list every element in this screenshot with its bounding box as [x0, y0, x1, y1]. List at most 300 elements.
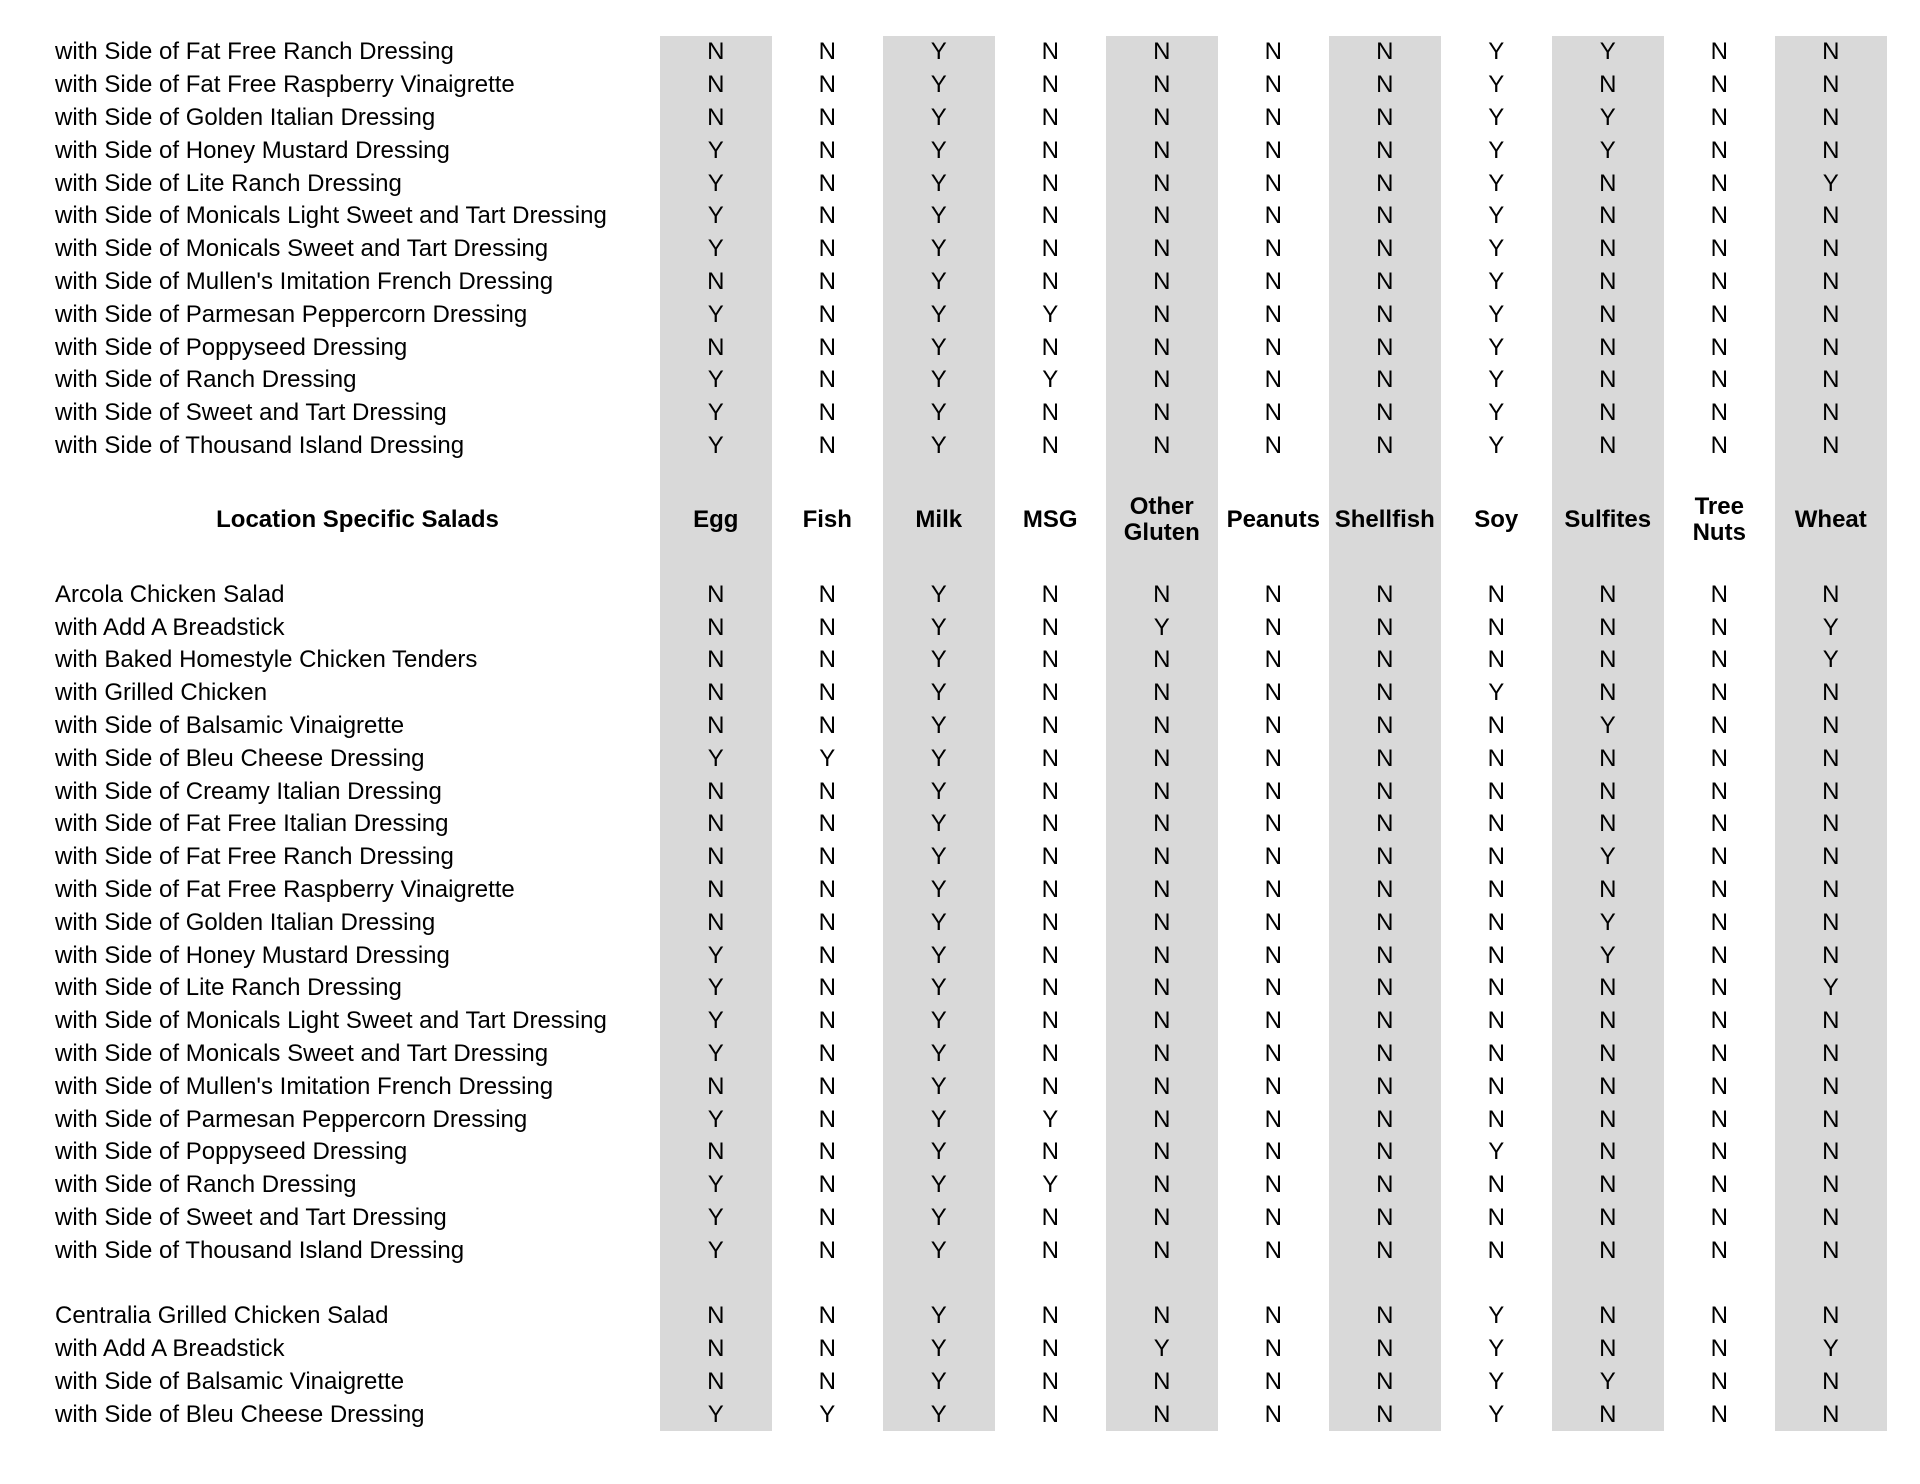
allergen-value-sulfites: N — [1599, 1072, 1617, 1100]
allergen-value-other-gluten: N — [1153, 1039, 1171, 1067]
allergen-value-msg: N — [1041, 1007, 1059, 1035]
item-name: Arcola Chicken Salad — [55, 580, 285, 608]
allergen-value-egg: Y — [707, 1203, 724, 1231]
allergen-value-peanuts: N — [1264, 1039, 1282, 1067]
allergen-value-other-gluten: N — [1153, 432, 1171, 459]
allergen-value-peanuts: N — [1264, 399, 1282, 427]
allergen-value-soy: Y — [1488, 38, 1505, 66]
allergen-value-other-gluten: N — [1153, 875, 1171, 903]
allergen-value-egg: N — [707, 613, 725, 641]
allergen-value-milk: Y — [930, 1203, 947, 1231]
allergen-value-other-gluten: N — [1153, 646, 1171, 674]
allergen-value-tree-nuts: N — [1710, 235, 1728, 263]
allergen-value-tree-nuts: N — [1710, 580, 1728, 608]
allergen-value-milk: Y — [930, 333, 947, 361]
allergen-value-shellfish: N — [1376, 235, 1394, 263]
allergen-value-peanuts: N — [1264, 810, 1282, 838]
allergen-value-msg: N — [1041, 974, 1059, 1002]
allergen-value-sulfites: Y — [1599, 1367, 1616, 1395]
allergen-value-msg: N — [1041, 580, 1059, 608]
table-row — [0, 775, 1920, 808]
column-header-fish: Fish — [802, 506, 852, 534]
item-name: with Side of Golden Italian Dressing — [55, 103, 436, 131]
allergen-value-msg: N — [1041, 646, 1059, 674]
allergen-value-tree-nuts: N — [1710, 1400, 1728, 1428]
table-row — [0, 1300, 1920, 1333]
allergen-value-other-gluten: N — [1153, 1105, 1171, 1133]
allergen-value-fish: N — [818, 843, 836, 871]
allergen-value-soy: N — [1487, 1105, 1505, 1133]
allergen-value-tree-nuts: N — [1710, 366, 1728, 394]
item-name: with Side of Fat Free Ranch Dressing — [55, 843, 454, 871]
item-name: with Side of Creamy Italian Dressing — [55, 777, 442, 805]
item-name: with Side of Fat Free Italian Dressing — [55, 810, 449, 838]
allergen-value-msg: Y — [1042, 1171, 1059, 1199]
allergen-value-egg: N — [707, 843, 725, 871]
allergen-value-tree-nuts: N — [1710, 1236, 1728, 1264]
allergen-value-msg: N — [1041, 1072, 1059, 1100]
allergen-value-egg: N — [707, 1138, 725, 1166]
allergen-value-msg: N — [1041, 333, 1059, 361]
allergen-value-sulfites: N — [1599, 333, 1617, 361]
table-row — [0, 36, 1920, 69]
allergen-value-fish: N — [818, 777, 836, 805]
allergen-value-msg: N — [1041, 1203, 1059, 1231]
allergen-value-soy: N — [1487, 646, 1505, 674]
allergen-value-tree-nuts: N — [1710, 38, 1728, 66]
allergen-value-wheat: N — [1822, 1236, 1840, 1264]
allergen-value-shellfish: N — [1376, 432, 1394, 459]
allergen-value-milk: Y — [930, 104, 947, 132]
allergen-value-fish: N — [818, 1367, 836, 1395]
allergen-value-peanuts: N — [1264, 1171, 1282, 1199]
allergen-value-other-gluten: N — [1153, 843, 1171, 871]
allergen-value-sulfites: N — [1599, 1039, 1617, 1067]
table-row — [0, 331, 1920, 364]
allergen-value-soy: Y — [1488, 333, 1505, 361]
allergen-value-shellfish: N — [1376, 875, 1394, 903]
allergen-value-fish: Y — [819, 1400, 836, 1428]
allergen-value-sulfites: N — [1599, 875, 1617, 903]
allergen-value-wheat: N — [1822, 202, 1840, 230]
allergen-value-other-gluten: N — [1153, 366, 1171, 394]
allergen-value-other-gluten: N — [1153, 1171, 1171, 1199]
allergen-value-other-gluten: N — [1153, 235, 1171, 263]
allergen-value-soy: Y — [1488, 1400, 1505, 1428]
allergen-value-wheat: N — [1822, 1367, 1840, 1395]
allergen-value-wheat: N — [1822, 300, 1840, 328]
item-name: with Side of Parmesan Peppercorn Dressing — [55, 300, 528, 328]
allergen-value-sulfites: N — [1599, 169, 1617, 197]
allergen-value-fish: N — [818, 432, 836, 459]
allergen-value-other-gluten: N — [1153, 711, 1171, 739]
allergen-value-fish: N — [818, 1171, 836, 1199]
allergen-value-shellfish: N — [1376, 300, 1394, 328]
allergen-value-fish: N — [818, 104, 836, 132]
allergen-value-wheat: Y — [1822, 169, 1839, 197]
allergen-value-shellfish: N — [1376, 613, 1394, 641]
allergen-value-msg: N — [1041, 1335, 1059, 1363]
allergen-value-tree-nuts: N — [1710, 1039, 1728, 1067]
allergen-value-milk: Y — [930, 366, 947, 394]
table-row — [0, 266, 1920, 299]
item-name: with Side of Bleu Cheese Dressing — [55, 1400, 425, 1428]
allergen-value-wheat: N — [1822, 1302, 1840, 1330]
allergen-value-other-gluten: Y — [1153, 1335, 1170, 1363]
allergen-value-wheat: N — [1822, 679, 1840, 707]
allergen-value-soy: N — [1487, 875, 1505, 903]
allergen-value-sulfites: N — [1599, 1203, 1617, 1231]
allergen-value-wheat: N — [1822, 810, 1840, 838]
allergen-value-wheat: Y — [1822, 646, 1839, 674]
allergen-value-msg: N — [1041, 1400, 1059, 1428]
column-header-wheat: Wheat — [1794, 506, 1867, 534]
allergen-value-egg: N — [707, 679, 725, 707]
allergen-value-egg: Y — [707, 366, 724, 394]
allergen-value-milk: Y — [930, 974, 947, 1002]
allergen-value-egg: Y — [707, 300, 724, 328]
allergen-value-fish: N — [818, 268, 836, 296]
allergen-value-tree-nuts: N — [1710, 941, 1728, 969]
allergen-value-peanuts: N — [1264, 366, 1282, 394]
allergen-value-milk: Y — [930, 169, 947, 197]
allergen-value-sulfites: N — [1599, 580, 1617, 608]
allergen-value-fish: N — [818, 941, 836, 969]
allergen-value-other-gluten: N — [1153, 1302, 1171, 1330]
allergen-value-egg: Y — [707, 1039, 724, 1067]
allergen-value-peanuts: N — [1264, 38, 1282, 66]
allergen-value-fish: N — [818, 1105, 836, 1133]
allergen-value-wheat: Y — [1822, 613, 1839, 641]
column-header-msg: MSG — [1022, 506, 1078, 534]
table-row — [0, 1202, 1920, 1235]
allergen-value-other-gluten: N — [1153, 908, 1171, 936]
table-row — [0, 134, 1920, 167]
allergen-value-egg: N — [707, 1072, 725, 1100]
allergen-value-shellfish: N — [1376, 333, 1394, 361]
table-row — [0, 1136, 1920, 1169]
allergen-value-milk: Y — [930, 613, 947, 641]
allergen-value-milk: Y — [930, 711, 947, 739]
allergen-value-milk: Y — [930, 1171, 947, 1199]
allergen-value-peanuts: N — [1264, 169, 1282, 197]
allergen-value-wheat: N — [1822, 1007, 1840, 1035]
allergen-value-wheat: N — [1822, 1105, 1840, 1133]
allergen-value-msg: N — [1041, 777, 1059, 805]
allergen-table — [0, 36, 1920, 1431]
allergen-value-tree-nuts: N — [1710, 1335, 1728, 1363]
allergen-value-sulfites: N — [1599, 1236, 1617, 1264]
column-header-shellfish: Shellfish — [1334, 506, 1435, 534]
allergen-value-peanuts: N — [1264, 1105, 1282, 1133]
allergen-value-egg: Y — [707, 1171, 724, 1199]
allergen-value-shellfish: N — [1376, 1302, 1394, 1330]
allergen-value-tree-nuts: N — [1710, 399, 1728, 427]
allergen-value-wheat: Y — [1822, 974, 1839, 1002]
allergen-value-egg: N — [707, 777, 725, 805]
blank-row — [0, 1267, 1920, 1300]
allergen-value-fish: N — [818, 580, 836, 608]
item-name: with Side of Mullen's Imitation French Dressing — [55, 1072, 554, 1100]
allergen-value-peanuts: N — [1264, 974, 1282, 1002]
allergen-value-peanuts: N — [1264, 71, 1282, 99]
allergen-value-fish: N — [818, 679, 836, 707]
allergen-value-sulfites: N — [1599, 432, 1617, 459]
allergen-value-msg: N — [1041, 875, 1059, 903]
table-row — [0, 578, 1920, 611]
allergen-value-fish: Y — [819, 744, 836, 772]
allergen-value-shellfish: N — [1376, 679, 1394, 707]
allergen-value-msg: N — [1041, 38, 1059, 66]
allergen-value-fish: N — [818, 711, 836, 739]
allergen-value-shellfish: N — [1376, 268, 1394, 296]
allergen-value-tree-nuts: N — [1710, 104, 1728, 132]
table-row — [0, 69, 1920, 102]
allergen-value-tree-nuts: N — [1710, 908, 1728, 936]
item-name: with Grilled Chicken — [55, 679, 268, 707]
allergen-value-sulfites: N — [1599, 777, 1617, 805]
allergen-value-peanuts: N — [1264, 104, 1282, 132]
allergen-value-milk: Y — [930, 432, 947, 459]
allergen-value-msg: N — [1041, 711, 1059, 739]
allergen-value-milk: Y — [930, 810, 947, 838]
allergen-value-egg: N — [707, 1367, 725, 1395]
allergen-value-tree-nuts: N — [1710, 300, 1728, 328]
allergen-value-sulfites: Y — [1599, 908, 1616, 936]
allergen-value-sulfites: N — [1599, 399, 1617, 427]
allergen-value-milk: Y — [930, 38, 947, 66]
allergen-value-shellfish: N — [1376, 843, 1394, 871]
table-row — [0, 102, 1920, 135]
allergen-value-shellfish: N — [1376, 711, 1394, 739]
table-row — [0, 1103, 1920, 1136]
table-row — [0, 397, 1920, 430]
allergen-value-other-gluten: N — [1153, 679, 1171, 707]
section-title: Location Specific Salads — [216, 506, 499, 534]
allergen-value-soy: Y — [1488, 432, 1505, 459]
allergen-value-msg: N — [1041, 235, 1059, 263]
allergen-value-milk: Y — [930, 646, 947, 674]
allergen-value-tree-nuts: N — [1710, 1367, 1728, 1395]
column-header-peanuts: Peanuts — [1226, 506, 1320, 534]
allergen-value-sulfites: N — [1599, 1105, 1617, 1133]
allergen-value-milk: Y — [930, 941, 947, 969]
allergen-value-fish: N — [818, 1203, 836, 1231]
allergen-value-shellfish: N — [1376, 1007, 1394, 1035]
allergen-value-soy: Y — [1488, 268, 1505, 296]
allergen-value-soy: N — [1487, 1203, 1505, 1231]
allergen-value-fish: N — [818, 38, 836, 66]
column-header-egg: Egg — [693, 506, 739, 534]
allergen-value-shellfish: N — [1376, 1236, 1394, 1264]
allergen-value-wheat: N — [1822, 843, 1840, 871]
allergen-value-wheat: N — [1822, 1138, 1840, 1166]
item-name: with Side of Monicals Sweet and Tart Dressing — [55, 1039, 549, 1067]
table-row — [0, 710, 1920, 743]
allergen-value-sulfites: N — [1599, 71, 1617, 99]
allergen-value-soy: N — [1487, 1072, 1505, 1100]
allergen-value-soy: N — [1487, 974, 1505, 1002]
allergen-value-wheat: N — [1822, 235, 1840, 263]
allergen-value-milk: Y — [930, 300, 947, 328]
allergen-value-fish: N — [818, 235, 836, 263]
allergen-value-egg: N — [707, 1302, 725, 1330]
allergen-value-soy: Y — [1488, 1335, 1505, 1363]
allergen-value-peanuts: N — [1264, 1138, 1282, 1166]
allergen-value-tree-nuts: N — [1710, 875, 1728, 903]
allergen-value-egg: N — [707, 1335, 725, 1363]
allergen-value-msg: N — [1041, 908, 1059, 936]
allergen-value-milk: Y — [930, 202, 947, 230]
allergen-value-peanuts: N — [1264, 580, 1282, 608]
allergen-value-soy: Y — [1488, 1302, 1505, 1330]
allergen-value-egg: Y — [707, 1400, 724, 1428]
allergen-value-tree-nuts: N — [1710, 646, 1728, 674]
allergen-value-peanuts: N — [1264, 202, 1282, 230]
item-name: with Side of Honey Mustard Dressing — [55, 941, 450, 969]
allergen-value-milk: Y — [930, 1236, 947, 1264]
allergen-value-soy: N — [1487, 1236, 1505, 1264]
allergen-value-milk: Y — [930, 843, 947, 871]
allergen-value-msg: N — [1041, 1039, 1059, 1067]
allergen-value-shellfish: N — [1376, 202, 1394, 230]
allergen-value-egg: Y — [707, 974, 724, 1002]
allergen-value-soy: N — [1487, 777, 1505, 805]
allergen-value-sulfites: N — [1599, 744, 1617, 772]
item-name: with Side of Lite Ranch Dressing — [55, 169, 402, 197]
allergen-value-msg: N — [1041, 1367, 1059, 1395]
allergen-value-egg: N — [707, 908, 725, 936]
allergen-value-peanuts: N — [1264, 711, 1282, 739]
allergen-value-msg: N — [1041, 432, 1059, 459]
table-row — [0, 742, 1920, 775]
allergen-value-fish: N — [818, 613, 836, 641]
allergen-value-msg: N — [1041, 202, 1059, 230]
allergen-value-wheat: N — [1822, 941, 1840, 969]
allergen-value-sulfites: N — [1599, 202, 1617, 230]
allergen-value-other-gluten: N — [1153, 1203, 1171, 1231]
allergen-value-soy: N — [1487, 1039, 1505, 1067]
allergen-value-peanuts: N — [1264, 300, 1282, 328]
allergen-value-shellfish: N — [1376, 104, 1394, 132]
table-row — [0, 939, 1920, 972]
allergen-value-tree-nuts: N — [1710, 1105, 1728, 1133]
column-header-other-gluten: Other Gluten — [1123, 493, 1200, 547]
allergen-value-egg: N — [707, 268, 725, 296]
allergen-value-tree-nuts: N — [1710, 136, 1728, 164]
item-name: with Side of Monicals Light Sweet and Tart Dressing — [55, 202, 607, 230]
allergen-value-egg: N — [707, 71, 725, 99]
allergen-value-other-gluten: N — [1153, 1007, 1171, 1035]
allergen-value-peanuts: N — [1264, 646, 1282, 674]
allergen-value-wheat: N — [1822, 268, 1840, 296]
allergen-value-tree-nuts: N — [1710, 169, 1728, 197]
allergen-value-other-gluten: N — [1153, 974, 1171, 1002]
allergen-value-peanuts: N — [1264, 432, 1282, 459]
table-row — [0, 1398, 1920, 1431]
allergen-value-peanuts: N — [1264, 843, 1282, 871]
allergen-value-shellfish: N — [1376, 71, 1394, 99]
table-row — [0, 841, 1920, 874]
allergen-value-milk: Y — [930, 1105, 947, 1133]
allergen-value-msg: N — [1041, 268, 1059, 296]
allergen-value-soy: Y — [1488, 366, 1505, 394]
item-name: with Baked Homestyle Chicken Tenders — [55, 646, 478, 674]
allergen-value-tree-nuts: N — [1710, 1138, 1728, 1166]
allergen-value-wheat: N — [1822, 777, 1840, 805]
allergen-value-shellfish: N — [1376, 941, 1394, 969]
allergen-value-shellfish: N — [1376, 908, 1394, 936]
allergen-value-fish: N — [818, 136, 836, 164]
allergen-value-soy: Y — [1488, 1367, 1505, 1395]
item-name: Centralia Grilled Chicken Salad — [55, 1302, 389, 1330]
allergen-value-msg: N — [1041, 810, 1059, 838]
table-row — [0, 1070, 1920, 1103]
allergen-value-milk: Y — [930, 235, 947, 263]
allergen-value-soy: Y — [1488, 169, 1505, 197]
allergen-value-peanuts: N — [1264, 1400, 1282, 1428]
item-name: with Side of Ranch Dressing — [55, 1171, 357, 1199]
allergen-value-other-gluten: N — [1153, 777, 1171, 805]
allergen-value-milk: Y — [930, 1335, 947, 1363]
allergen-value-other-gluten: N — [1153, 202, 1171, 230]
allergen-value-peanuts: N — [1264, 1007, 1282, 1035]
allergen-value-soy: N — [1487, 810, 1505, 838]
allergen-value-soy: N — [1487, 941, 1505, 969]
allergen-value-egg: Y — [707, 235, 724, 263]
allergen-value-fish: N — [818, 810, 836, 838]
table-row — [0, 677, 1920, 710]
table-row — [0, 906, 1920, 939]
allergen-value-fish: N — [818, 202, 836, 230]
item-name: with Add A Breadstick — [55, 1335, 285, 1363]
allergen-value-msg: N — [1041, 744, 1059, 772]
allergen-value-msg: N — [1041, 941, 1059, 969]
item-name: with Side of Monicals Light Sweet and Tart Dressing — [55, 1007, 607, 1035]
allergen-value-tree-nuts: N — [1710, 843, 1728, 871]
column-header-soy: Soy — [1474, 506, 1519, 534]
allergen-value-peanuts: N — [1264, 679, 1282, 707]
allergen-value-shellfish: N — [1376, 777, 1394, 805]
allergen-value-shellfish: N — [1376, 646, 1394, 674]
allergen-value-wheat: N — [1822, 744, 1840, 772]
table-row — [0, 874, 1920, 907]
allergen-value-sulfites: N — [1599, 1138, 1617, 1166]
allergen-value-other-gluten: N — [1153, 580, 1171, 608]
allergen-value-msg: N — [1041, 71, 1059, 99]
allergen-value-shellfish: N — [1376, 366, 1394, 394]
item-name: with Side of Golden Italian Dressing — [55, 908, 436, 936]
allergen-value-other-gluten: N — [1153, 300, 1171, 328]
allergen-value-other-gluten: N — [1153, 1367, 1171, 1395]
allergen-value-peanuts: N — [1264, 744, 1282, 772]
item-name: with Side of Bleu Cheese Dressing — [55, 744, 425, 772]
table-row — [0, 1333, 1920, 1366]
allergen-value-egg: N — [707, 333, 725, 361]
allergen-value-peanuts: N — [1264, 941, 1282, 969]
allergen-value-soy: N — [1487, 1171, 1505, 1199]
allergen-value-shellfish: N — [1376, 1039, 1394, 1067]
allergen-value-fish: N — [818, 333, 836, 361]
column-header-tree-nuts: Tree Nuts — [1692, 493, 1746, 547]
allergen-value-sulfites: Y — [1599, 941, 1616, 969]
allergen-value-peanuts: N — [1264, 136, 1282, 164]
allergen-value-soy: N — [1487, 908, 1505, 936]
allergen-value-soy: Y — [1488, 679, 1505, 707]
allergen-value-other-gluten: N — [1153, 941, 1171, 969]
allergen-value-tree-nuts: N — [1710, 333, 1728, 361]
allergen-value-tree-nuts: N — [1710, 777, 1728, 805]
